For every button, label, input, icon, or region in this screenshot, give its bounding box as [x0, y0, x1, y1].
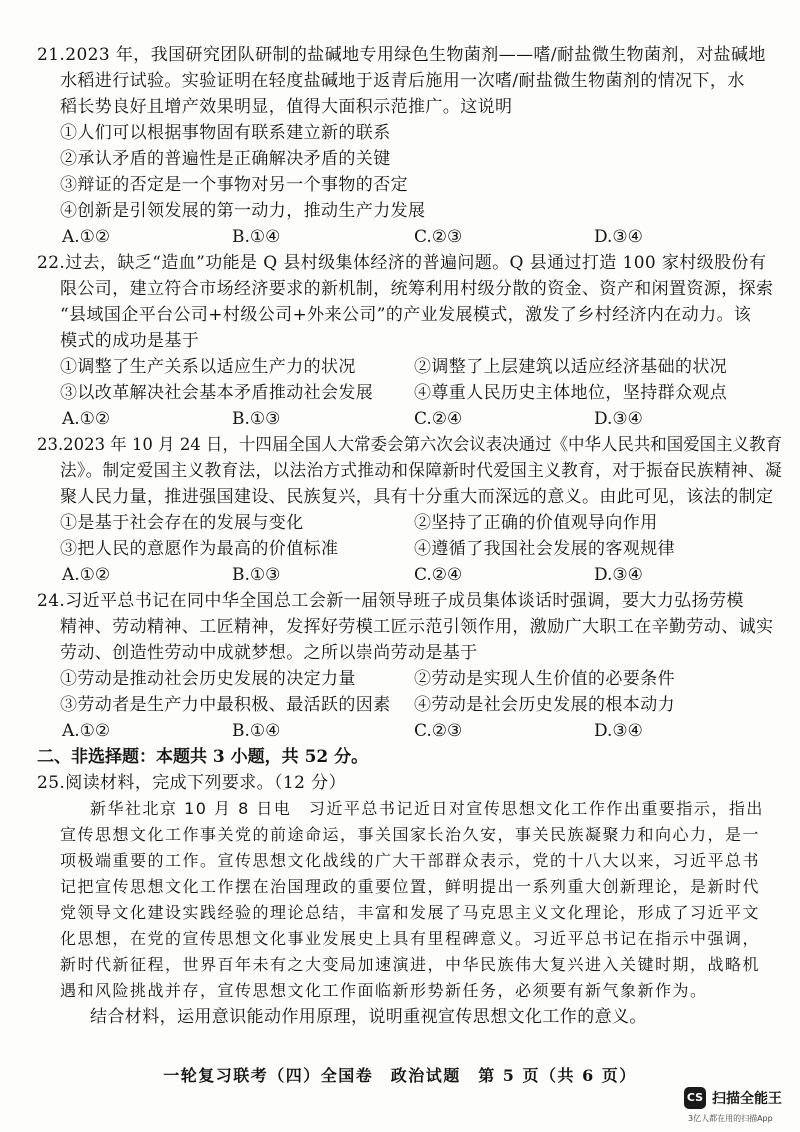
- q22-statement-3: ③以改革解决社会基本矛盾推动社会发展: [60, 383, 374, 403]
- q22-line-3: “县域国企平台公司+村级公司+外来公司”的产业发展模式，激发了乡村经济内在动力。该: [60, 305, 752, 325]
- q23-option-d: D.③④: [594, 565, 643, 585]
- q23-line-3: 聚人民力量，推进强国建设、民族复兴，具有十分重大而深远的意义。由此可见，该法的制定: [60, 487, 774, 507]
- q24-statement-2: ②劳动是实现人生价值的必要条件: [414, 669, 675, 689]
- q23-statement-3: ③把人民的意愿作为最高的价值标准: [60, 539, 339, 559]
- q25-material-line-6: 化思想，在党的宣传思想文化事业发展史上具有里程碑意义。习近平总书记在指示中强调，: [60, 929, 761, 948]
- q21-line-1: 21.2023 年，我国研究团队研制的盐碱地专用绿色生物菌剂——嗜/耐盐微生物菌剂，对盐碱地: [37, 45, 766, 65]
- q25-material-line-4: 记把宣传思想文化工作摆在治国理政的重要位置，鲜明提出一系列重大创新理论，是新时代: [60, 877, 761, 896]
- scanner-watermark: [684, 1085, 796, 1127]
- q22-line-1: 22.过去，缺乏“造血”功能是 Q 县村级集体经济的普遍问题。Q 县通过打造 100 家村级股份有: [37, 253, 767, 273]
- q21-statement-2: ②承认矛盾的普遍性是正确解决矛盾的关键: [60, 149, 391, 169]
- q21-option-b: B.①④: [232, 227, 281, 247]
- q21-line-3: 稻长势良好且增产效果明显，值得大面积示范推广。这说明: [60, 97, 513, 117]
- q24-line-1: 24.习近平总书记在同中华全国总工会新一届领导班子成员集体谈话时强调，要大力弘扬劳模: [37, 591, 744, 611]
- q22-line-4: 模式的成功是基于: [60, 331, 200, 351]
- q23-statement-1: ①是基于社会存在的发展与变化: [60, 513, 304, 533]
- q25-material-line-3: 项极端重要的工作。宣传思想文化战线的广大干部群众表示，党的十八大以来，习近平总书: [60, 851, 761, 870]
- q24-statement-3: ③劳动者是生产力中最积极、最活跃的因素: [60, 695, 391, 715]
- q22-option-a: A.①②: [62, 409, 111, 429]
- watermark-app-name: 扫描全能王: [712, 1091, 782, 1107]
- camscanner-logo-icon: CS: [684, 1087, 706, 1109]
- q24-option-c: C.②③: [414, 721, 463, 741]
- q22-statement-2: ②调整了上层建筑以适应经济基础的状况: [414, 357, 728, 377]
- watermark-tagline: 3亿人都在用的扫描App: [688, 1114, 773, 1123]
- q22-statement-1: ①调整了生产关系以适应生产力的状况: [60, 357, 356, 377]
- q21-statement-4: ④创新是引领发展的第一动力，推动生产力发展: [60, 201, 426, 221]
- q21-option-c: C.②③: [414, 227, 463, 247]
- q22-option-c: C.②④: [414, 409, 463, 429]
- q21-statement-3: ③辩证的否定是一个事物对另一个事物的否定: [60, 175, 408, 195]
- q23-statement-4: ④遵循了我国社会发展的客观规律: [414, 539, 675, 559]
- q21-statement-1: ①人们可以根据事物固有联系建立新的联系: [60, 123, 391, 143]
- q22-option-b: B.①③: [232, 409, 281, 429]
- q25-material-line-8: 遇和风险挑战并存，宣传思想文化工作面临新形势新任务，必须要有新气象新作为。: [60, 981, 708, 1000]
- q22-line-2: 限公司，建立符合市场经济要求的新机制，统筹利用村级分散的资金、资产和闲置资源，探索: [60, 279, 774, 299]
- q22-option-d: D.③④: [594, 409, 643, 429]
- q24-statement-4: ④劳动是社会历史发展的根本动力: [414, 695, 675, 715]
- q25-material-line-7: 新时代新征程，世界百年未有之大变局加速演进，中华民族伟大复兴进入关键时期，战略机: [60, 955, 761, 974]
- q22-statement-4: ④尊重人民历史主体地位，坚持群众观点: [414, 383, 728, 403]
- q24-option-b: B.①④: [232, 721, 281, 741]
- q23-option-c: C.②④: [414, 565, 463, 585]
- q23-line-2: 法》。制定爱国主义教育法，以法治方式推动和保障新时代爱国主义教育，对于振奋民族精神、凝: [60, 461, 782, 481]
- q23-option-b: B.①③: [232, 565, 281, 585]
- q21-option-d: D.③④: [594, 227, 643, 247]
- q23-option-a: A.①②: [62, 565, 111, 585]
- q24-option-d: D.③④: [594, 721, 643, 741]
- q25-task: 结合材料，运用意识能动作用原理，说明重视宣传思想文化工作的意义。: [90, 1007, 647, 1027]
- q23-statement-2: ②坚持了正确的价值观导向作用: [414, 513, 658, 533]
- q24-option-a: A.①②: [62, 721, 111, 741]
- q24-line-3: 劳动、创造性劳动中成就梦想。之所以崇尚劳动是基于: [60, 643, 478, 663]
- page-footer: 一轮复习联考（四）全国卷 政治试题 第 5 页（共 6 页）: [163, 1066, 637, 1085]
- q24-statement-1: ①劳动是推动社会历史发展的决定力量: [60, 669, 356, 689]
- q23-line-1: 23.2023 年 10 月 24 日，十四届全国人大常委会第六次会议表决通过《中华人民共和国爱国主义教育: [37, 435, 782, 455]
- section-heading: 二、非选择题：本题共 3 小题，共 52 分。: [37, 747, 369, 767]
- q21-line-2: 水稻进行试验。实验证明在轻度盐碱地于返青后施用一次嗜/耐盐微生物菌剂的情况下，水: [60, 71, 745, 91]
- q25-material-line-2: 宣传思想文化工作事关党的前途命运，事关国家长治久安，事关民族凝聚力和向心力，是一: [60, 825, 761, 844]
- q24-line-2: 精神、劳动精神、工匠精神，发挥好劳模工匠示范引领作用，激励广大职工在辛勤劳动、诚实: [60, 617, 774, 637]
- q21-option-a: A.①②: [62, 227, 111, 247]
- q25-material-line-1: 新华社北京 10 月 8 日电 习近平总书记近日对宣传思想文化工作作出重要指示，指出: [90, 799, 764, 818]
- q25-material-line-5: 党领导文化建设实践经验的理论总结，丰富和发展了马克思主义文化理论，形成了习近平文: [60, 903, 761, 922]
- q25-intro: 25.阅读材料，完成下列要求。（12 分）: [37, 773, 346, 793]
